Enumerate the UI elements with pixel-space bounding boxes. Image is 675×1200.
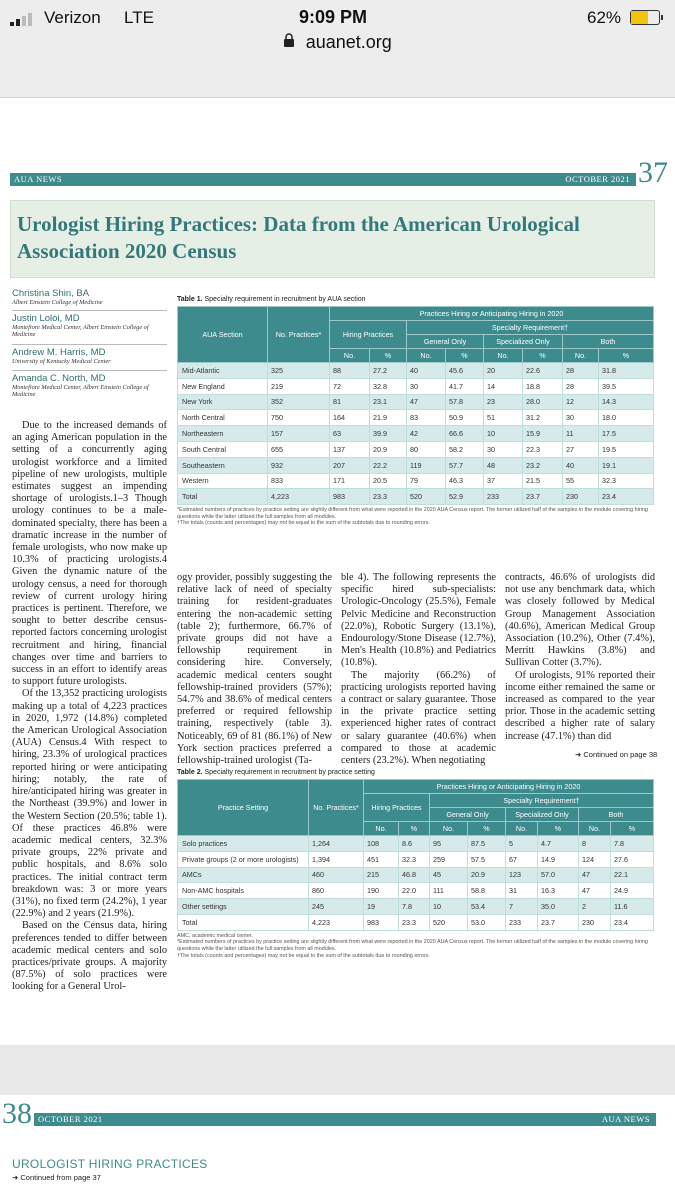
table-cell: 5 xyxy=(506,836,538,852)
table-cell: 40 xyxy=(407,363,446,379)
table-cell: 8.6 xyxy=(399,836,430,852)
table-cell: 22.2 xyxy=(370,457,407,473)
table-cell: 164 xyxy=(330,410,370,426)
author-name: Christina Shin, BA xyxy=(12,288,90,299)
table-cell: 55 xyxy=(563,473,599,489)
table-cell: 1,264 xyxy=(309,836,364,852)
paragraph: ble 4). The following represents the specific hired sub-specialists: Urologic-Oncology (25.5%), Female Pelvic Medicine and Reconstruction (22.0%), Robotic Surgery (13.1%), Endourology/Stone Disease (12.7%), Men's Health (10.8%) and Pediatrics (10.8%). xyxy=(341,572,496,669)
paragraph: ogy provider, possibly suggesting the relative lack of need of specialty training for resident-graduates entering the non-academic setting (table 2); furthermore, 66.7% of private groups did not have a fellowship requirement in considering hire. Conversely, academic medical centers sought fellowship-trained providers (57%); 54.7% and 38.6% of medical centers preferred or required fellowship training, respectively (table 3). Noticeably, 69 of 81 (86.1%) of New York section practices preferred a fellowship-trained urologist (Ta- xyxy=(177,572,332,767)
table-cell: 190 xyxy=(364,883,399,899)
table-cell: 15.9 xyxy=(523,426,563,442)
running-head: UROLOGIST HIRING PRACTICES xyxy=(12,1157,208,1171)
table-cell: 21.9 xyxy=(370,410,407,426)
table-cell: 2 xyxy=(579,899,611,915)
table-cell: 655 xyxy=(268,441,330,457)
table-cell: 123 xyxy=(506,867,538,883)
page-gap xyxy=(0,1045,675,1095)
author-affiliation: Montefiore Medical Center, Albert Einstein College of Medicine xyxy=(12,384,149,399)
row-label: North Central xyxy=(178,410,268,426)
table-cell: 21.5 xyxy=(523,473,563,489)
author-name: Justin Loloi, MD xyxy=(12,313,80,324)
table-cell: 124 xyxy=(579,851,611,867)
table-cell: 41.7 xyxy=(446,378,484,394)
table-cell: 520 xyxy=(430,914,468,930)
row-label: AMCs xyxy=(178,867,309,883)
section-label: AUA NEWS xyxy=(14,174,63,184)
table-cell: 20 xyxy=(484,363,523,379)
url-bar[interactable] xyxy=(0,32,675,58)
table-cell: 932 xyxy=(268,457,330,473)
table-cell: 46.3 xyxy=(446,473,484,489)
table-cell: 11 xyxy=(563,426,599,442)
paragraph: Based on the Census data, hiring preferences tended to differ between academic medical centers and solo practices/private groups. A majority (87.5%) of solo practices were looking for a General Urol- xyxy=(12,920,167,993)
footnote: †The totals (counts and percentages) may not be equal to the sum of the subtotals due to rounding errors. xyxy=(177,952,430,959)
table-cell: 20.5 xyxy=(370,473,407,489)
table-cell: 24.9 xyxy=(611,883,654,899)
table-cell: 233 xyxy=(506,914,538,930)
table-cell: 72 xyxy=(330,378,370,394)
table-cell: 860 xyxy=(309,883,364,899)
table-cell: 20.9 xyxy=(468,867,506,883)
column-header: % xyxy=(370,349,407,363)
table-cell: 47 xyxy=(407,394,446,410)
table-cell: 45 xyxy=(430,867,468,883)
row-label: Solo practices xyxy=(178,836,309,852)
table-cell: 19.5 xyxy=(599,441,654,457)
table-cell: 32.8 xyxy=(370,378,407,394)
table-cell: 7.8 xyxy=(611,836,654,852)
column-header: Both xyxy=(579,808,654,822)
column-header: % xyxy=(446,349,484,363)
row-label: Non-AMC hospitals xyxy=(178,883,309,899)
table-cell: 4,223 xyxy=(268,489,330,505)
table-cell: 22.3 xyxy=(523,441,563,457)
table-row xyxy=(178,489,654,505)
paragraph: Due to the increased demands of an aging American population in the setting of a concurrently aging urologist workforce and a limited pipeline of new urologists, multiple estimates suggest an impending shortage of urologists.1–3 Though urology continues to be a male-dominated specialty, there has been a dramatic increase in the number of female urologists, who now make up 10.3% of practicing urologists.4 Given the dynamic nature of the urology census, a need for thorough review of current urology hiring practices is pertinent. Therefore, we sought to better describe census-reported factors concerning urologist recruitment and hiring, financial changes over time and barriers to success in an effort to identify areas to support future urologists. xyxy=(12,420,167,688)
table-cell: 31.2 xyxy=(523,410,563,426)
table-cell: 11.6 xyxy=(611,899,654,915)
table-cell: 95 xyxy=(430,836,468,852)
author-1 xyxy=(12,288,167,311)
table-row xyxy=(178,851,654,867)
continued-from-label: Continued from page 37 xyxy=(20,1173,101,1182)
author-list xyxy=(12,288,167,403)
column-header: No. xyxy=(484,349,523,363)
column-header: Practices Hiring or Anticipating Hiring in 2020 xyxy=(364,780,654,794)
paragraph: Of urologists, 91% reported their income either remained the same or increased as compared to the year prior. Those in the academic setting described a higher rate of salary increase (47.1%) than did xyxy=(505,669,655,742)
author-affiliation: Albert Einstein College of Medicine xyxy=(12,299,103,306)
table-cell: 14.3 xyxy=(599,394,654,410)
table-cell: 39.5 xyxy=(599,378,654,394)
column-header: Specialty Requirement† xyxy=(407,321,654,335)
column-header: Both xyxy=(563,335,654,349)
row-label: Total xyxy=(178,489,268,505)
table-cell: 50.9 xyxy=(446,410,484,426)
footnote: AMC, academic medical center. xyxy=(177,932,253,939)
table-footnotes xyxy=(177,507,654,527)
table-cell: 460 xyxy=(309,867,364,883)
table-cell: 18.8 xyxy=(523,378,563,394)
title-box xyxy=(10,200,655,278)
continued-note[interactable] xyxy=(575,750,657,759)
author-4 xyxy=(12,373,167,403)
column-header: General Only xyxy=(407,335,484,349)
table-cell: 28.0 xyxy=(523,394,563,410)
column-header: % xyxy=(468,822,506,836)
table-cell: 245 xyxy=(309,899,364,915)
table-cell: 39.9 xyxy=(370,426,407,442)
column-header: Hiring Practices xyxy=(330,321,407,349)
table-cell: 58.8 xyxy=(468,883,506,899)
column-header: No. xyxy=(563,349,599,363)
table-cell: 108 xyxy=(364,836,399,852)
table-cell: 66.6 xyxy=(446,426,484,442)
column-header: No. xyxy=(579,822,611,836)
column-header: No. Practices* xyxy=(268,307,330,363)
table-row xyxy=(178,363,654,379)
table-cell: 833 xyxy=(268,473,330,489)
table-cell: 57.8 xyxy=(446,394,484,410)
browser-chrome-bottom xyxy=(0,58,675,98)
page-header xyxy=(10,173,636,186)
table-cell: 230 xyxy=(563,489,599,505)
table-cell: 79 xyxy=(407,473,446,489)
table-cell: 88 xyxy=(330,363,370,379)
url-text: auanet.org xyxy=(305,32,392,52)
table-cell: 30 xyxy=(484,441,523,457)
column-header: Hiring Practices xyxy=(364,794,430,822)
table-cell: 81 xyxy=(330,394,370,410)
table-cell: 14 xyxy=(484,378,523,394)
table-cell: 32.3 xyxy=(399,851,430,867)
table-cell: 23.3 xyxy=(399,914,430,930)
table-cell: 352 xyxy=(268,394,330,410)
table-cell: 1,394 xyxy=(309,851,364,867)
column-header: % xyxy=(611,822,654,836)
row-label: Mid-Atlantic xyxy=(178,363,268,379)
table-cell: 67 xyxy=(506,851,538,867)
table-cell: 57.7 xyxy=(446,457,484,473)
table-cell: 30 xyxy=(563,410,599,426)
page-number: 37 xyxy=(638,156,668,189)
footnote: *Estimated numbers of practices by practice setting are slightly different from what were reported in the 2020 AUA Census report. The former utilized half of the samples in the module covering hiring questions while the latter utilized the full samples from all modules. xyxy=(177,939,648,952)
table-cell: 42 xyxy=(407,426,446,442)
table-cell: 19.1 xyxy=(599,457,654,473)
body-column-2 xyxy=(177,572,332,767)
table-cell: 230 xyxy=(579,914,611,930)
signal-icon xyxy=(10,12,38,31)
table-cell: 12 xyxy=(563,394,599,410)
column-header: No. Practices* xyxy=(309,780,364,836)
table-cell: 27.2 xyxy=(370,363,407,379)
row-label: New England xyxy=(178,378,268,394)
arrow-right-icon: ➜ xyxy=(575,750,582,759)
column-header: Specialized Only xyxy=(506,808,579,822)
table-cell: 23 xyxy=(484,394,523,410)
body-column-4 xyxy=(505,572,655,743)
row-label: Private groups (2 or more urologists) xyxy=(178,851,309,867)
table-row xyxy=(178,836,654,852)
author-name: Amanda C. North, MD xyxy=(12,373,106,384)
table-cell: 37 xyxy=(484,473,523,489)
column-header: No. xyxy=(330,349,370,363)
table-cell: 87.5 xyxy=(468,836,506,852)
battery-icon xyxy=(630,10,660,25)
table-cell: 45.6 xyxy=(446,363,484,379)
table-cell: 215 xyxy=(364,867,399,883)
table-cell: 31.8 xyxy=(599,363,654,379)
table-cell: 983 xyxy=(330,489,370,505)
row-label: New York xyxy=(178,394,268,410)
table-cell: 40 xyxy=(563,457,599,473)
table-cell: 27.6 xyxy=(611,851,654,867)
table-cell: 47 xyxy=(579,867,611,883)
table-cell: 53.0 xyxy=(468,914,506,930)
table-cell: 119 xyxy=(407,457,446,473)
table-cell: 22.1 xyxy=(611,867,654,883)
table-cell: 520 xyxy=(407,489,446,505)
table-caption: Table 1. Specialty requirement in recruitment by AUA section xyxy=(177,296,366,303)
table-cell: 57.0 xyxy=(538,867,579,883)
row-label: South Central xyxy=(178,441,268,457)
lock-icon xyxy=(283,33,295,52)
table-row xyxy=(178,394,654,410)
table-cell: 8 xyxy=(579,836,611,852)
table-cell: 83 xyxy=(407,410,446,426)
column-header: Practice Setting xyxy=(178,780,309,836)
table-cell: 28 xyxy=(563,363,599,379)
row-label: Northeastern xyxy=(178,426,268,442)
column-header: No. xyxy=(364,822,399,836)
table-cell: 207 xyxy=(330,457,370,473)
table-cell: 10 xyxy=(430,899,468,915)
table-footnotes xyxy=(177,933,654,959)
table-cell: 57.5 xyxy=(468,851,506,867)
table-row xyxy=(178,899,654,915)
table-row xyxy=(178,410,654,426)
column-header: No. xyxy=(506,822,538,836)
table-cell: 17.5 xyxy=(599,426,654,442)
table-cell: 23.4 xyxy=(599,489,654,505)
table-cell: 31 xyxy=(506,883,538,899)
continued-from-note[interactable] xyxy=(12,1173,101,1182)
row-label: Other settings xyxy=(178,899,309,915)
article-title: Urologist Hiring Practices: Data from the American Urological Association 2020 Census xyxy=(17,212,580,263)
table-cell: 7.8 xyxy=(399,899,430,915)
row-label: Total xyxy=(178,914,309,930)
author-affiliation: University of Kentucky Medical Center xyxy=(12,358,111,365)
table-cell: 16.3 xyxy=(538,883,579,899)
column-header: No. xyxy=(430,822,468,836)
column-header: AUA Section xyxy=(178,307,268,363)
table-cell: 28 xyxy=(563,378,599,394)
page-header xyxy=(34,1113,656,1126)
table-cell: 325 xyxy=(268,363,330,379)
table-cell: 23.7 xyxy=(523,489,563,505)
status-bar xyxy=(0,0,675,34)
body-column-3 xyxy=(341,572,496,767)
table-2 xyxy=(177,769,654,959)
footnote: †The totals (counts and percentages) may not be equal to the sum of the subtotals due to rounding errors. xyxy=(177,520,430,527)
table-cell: 18.0 xyxy=(599,410,654,426)
network-label: LTE xyxy=(124,8,154,27)
author-2 xyxy=(12,313,167,345)
column-header: % xyxy=(399,822,430,836)
table-cell: 137 xyxy=(330,441,370,457)
table-row xyxy=(178,914,654,930)
paragraph: Of the 13,352 practicing urologists making up a total of 4,223 practices in 2020, 1,972 (14.8%) completed the American Urological Association (AUA) Census.4 With respect to hiring, 23.3% of urological practices reported hiring or were anticipating hiring; notably, the rate of hire/anticipated hiring was greater in the Northeast (39.9%) and lower in the Western Section (20.5%; table 1). Of these practices 46.8% were academic medical centers, 32.3% private groups, 22% private and public hospitals, and 8.6% solo practices. The initial contract term breakdown was: 3 or more years (31%), no fixed term (24.2%), 1 year (22.9%) and 2 years (21.9%). xyxy=(12,688,167,920)
issue-date: OCTOBER 2021 xyxy=(38,1114,103,1124)
table-cell: 23.2 xyxy=(523,457,563,473)
table-cell: 23.3 xyxy=(370,489,407,505)
table-cell: 63 xyxy=(330,426,370,442)
table-cell: 4,223 xyxy=(309,914,364,930)
section-label: AUA NEWS xyxy=(601,1114,650,1124)
table-cell: 30 xyxy=(407,378,446,394)
paragraph: The majority (66.2%) of practicing urologists reported having a contract or salary guarantee. Those in the private practice setting experienced higher rates of contract or salary guarantee (40.6%) when compared to those at academic centers (23.2%). When negotiating xyxy=(341,669,496,767)
table-cell: 51 xyxy=(484,410,523,426)
table-cell: 46.8 xyxy=(399,867,430,883)
footnote: *Estimated numbers of practices by practice setting are slightly different from what were reported in the 2020 AUA Census report. The former utilized half of the samples in the module covering hiring questions while the latter utilized the full samples from all modules. xyxy=(177,507,648,520)
column-header: Practices Hiring or Anticipating Hiring in 2020 xyxy=(330,307,654,321)
continued-label: Continued on page 38 xyxy=(583,750,658,759)
table-cell: 22.6 xyxy=(523,363,563,379)
table-row xyxy=(178,867,654,883)
table-cell: 48 xyxy=(484,457,523,473)
clock: 9:09 PM xyxy=(299,7,368,27)
table-cell: 19 xyxy=(364,899,399,915)
table-cell: 23.7 xyxy=(538,914,579,930)
author-name: Andrew M. Harris, MD xyxy=(12,347,106,358)
paragraph: contracts, 46.6% of urologists did not use any benchmark data, which was closely followed by Medical Group Management Association (40.6%), American Medical Group Association (10.2%), Other (7.4%), Merritt Hawkins (3.8%) and Sullivan Cotter (3.7%). xyxy=(505,572,655,669)
table-cell: 53.4 xyxy=(468,899,506,915)
body-column-1 xyxy=(12,420,167,994)
table-cell: 27 xyxy=(563,441,599,457)
table-cell: 47 xyxy=(579,883,611,899)
table-1 xyxy=(177,296,654,527)
table-cell: 23.4 xyxy=(611,914,654,930)
column-header: Specialized Only xyxy=(484,335,563,349)
table-cell: 111 xyxy=(430,883,468,899)
table-cell: 983 xyxy=(364,914,399,930)
author-3 xyxy=(12,347,167,371)
row-label: Southeastern xyxy=(178,457,268,473)
column-header: % xyxy=(599,349,654,363)
table-cell: 22.0 xyxy=(399,883,430,899)
table-cell: 32.3 xyxy=(599,473,654,489)
table-cell: 80 xyxy=(407,441,446,457)
table-cell: 233 xyxy=(484,489,523,505)
table-cell: 52.9 xyxy=(446,489,484,505)
table-row xyxy=(178,473,654,489)
table-cell: 7 xyxy=(506,899,538,915)
table-cell: 14.9 xyxy=(538,851,579,867)
table-cell: 171 xyxy=(330,473,370,489)
table-cell: 157 xyxy=(268,426,330,442)
table-cell: 750 xyxy=(268,410,330,426)
column-header: % xyxy=(538,822,579,836)
table-cell: 219 xyxy=(268,378,330,394)
author-affiliation: Montefiore Medical Center, Albert Einstein College of Medicine xyxy=(12,324,149,339)
table-row xyxy=(178,378,654,394)
table-row xyxy=(178,441,654,457)
column-header: % xyxy=(523,349,563,363)
issue-date: OCTOBER 2021 xyxy=(565,174,630,184)
table-row xyxy=(178,426,654,442)
table-cell: 4.7 xyxy=(538,836,579,852)
table-cell: 23.1 xyxy=(370,394,407,410)
column-header: General Only xyxy=(430,808,506,822)
table-cell: 259 xyxy=(430,851,468,867)
column-header: No. xyxy=(407,349,446,363)
table-cell: 58.2 xyxy=(446,441,484,457)
arrow-right-icon: ➜ xyxy=(12,1173,19,1182)
data-table xyxy=(177,306,654,505)
table-row xyxy=(178,457,654,473)
table-caption: Table 2. Specialty requirement in recruitment by practice setting xyxy=(177,769,375,776)
carrier-label: Verizon xyxy=(44,8,101,27)
table-cell: 35.0 xyxy=(538,899,579,915)
data-table xyxy=(177,779,654,931)
battery-fill xyxy=(631,11,648,24)
row-label: Western xyxy=(178,473,268,489)
table-row xyxy=(178,883,654,899)
page-number: 38 xyxy=(2,1097,32,1130)
column-header: Specialty Requirement† xyxy=(430,794,654,808)
table-cell: 451 xyxy=(364,851,399,867)
table-cell: 10 xyxy=(484,426,523,442)
table-cell: 20.9 xyxy=(370,441,407,457)
battery-percent: 62% xyxy=(587,8,622,27)
